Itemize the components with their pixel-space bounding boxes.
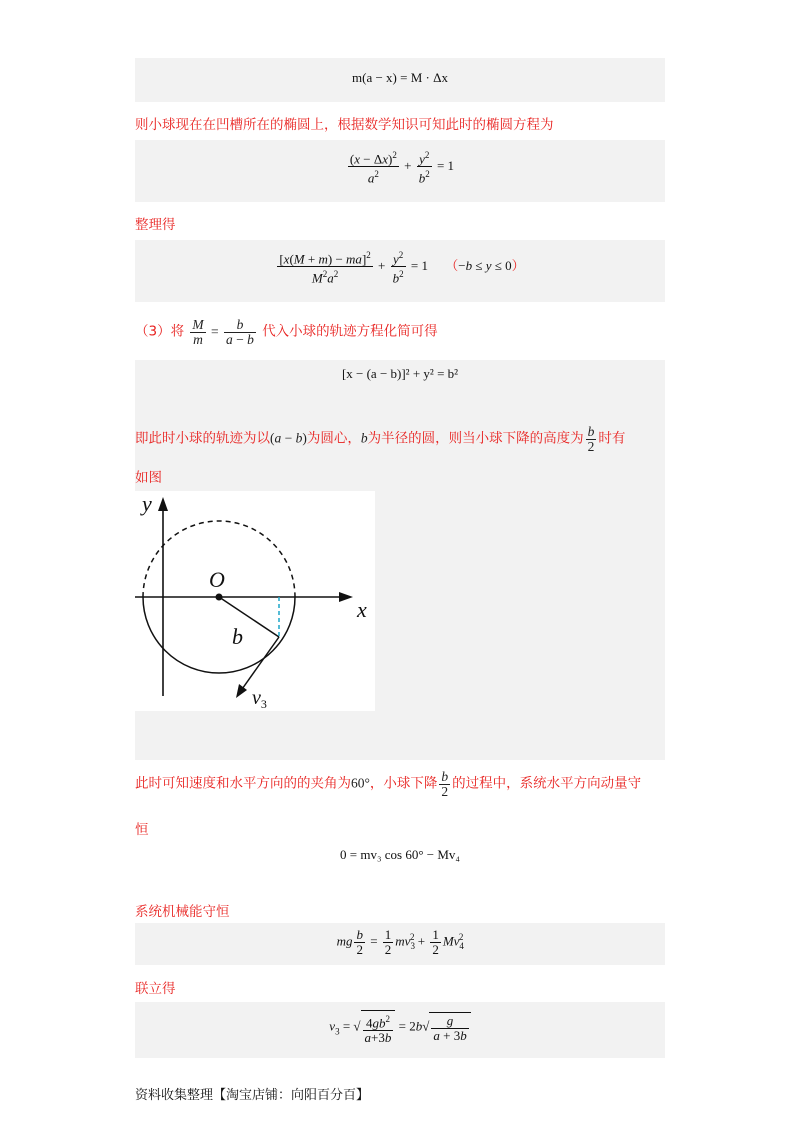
text-angle: 此时可知速度和水平方向的的夹角为60°，小球下降 $\frac{b}{2}$ 的过程中，系统水平方向动量守 — [135, 769, 642, 799]
text-simplify: 整理得 — [135, 217, 176, 233]
label-O: O — [209, 567, 225, 592]
label-y: y — [142, 491, 152, 516]
equation-horizontal-momentum: 0 = mv₃ cos 60° − Mv₄ — [340, 847, 460, 862]
equation-momentum: m(a − x) = M · Δx — [352, 70, 448, 85]
text-conserved: 恒 — [135, 822, 149, 838]
text-substitute: （3）将 $\frac{M}{m}$ = $\frac{b}{a - b}$ 代入小球的轨迹方程化简可得 — [135, 317, 438, 347]
label-x: x — [357, 597, 367, 622]
equation-energy: mg $\frac{b}{2}$ = $\frac{1}{2}$ $mv_3^2$ + $\frac{1}{2}$ $Mv_4^2$ — [336, 927, 464, 957]
text-trajectory: 即此时小球的轨迹为以(a − b)为圆心，b为半径的圆，则当小球下降的高度为 $\frac{b}{2}$ 时有 — [135, 424, 626, 454]
label-b: b — [232, 624, 243, 649]
velocity-vector — [240, 637, 279, 692]
equation-ellipse: $\frac{(x - \Delta x)^2}{a^2}$ + $\frac{y^2}{b^2}$ = 1 — [349, 150, 455, 186]
text-as-figure: 如图 — [135, 470, 162, 486]
angle-value: 60° — [351, 775, 370, 791]
circle-lower-solid — [143, 597, 295, 673]
text-substitute-prefix: （3）将 — [135, 323, 185, 340]
equation-simplified: $\frac{[x(M + m) - ma]^2}{M^2a^2}$ + $\frac{y^2}{b^2}$ = 1 （−b ≤ y ≤ 0） — [279, 250, 525, 286]
text-ellipse-intro: 则小球现在在凹槽所在的椭圆上，根据数学知识可知此时的椭圆方程为 — [135, 117, 554, 133]
text-combine: 联立得 — [135, 981, 176, 997]
radius-line — [219, 597, 279, 637]
circle-figure — [135, 491, 375, 711]
equation-box-result — [135, 1002, 665, 1058]
equation-box-ellipse — [135, 140, 665, 202]
label-v3: $v_3$ — [252, 687, 267, 711]
text-substitute-suffix: 代入小球的轨迹方程化简可得 — [262, 323, 438, 340]
velocity-arrowhead — [236, 684, 247, 698]
equation-circle: [x − (a − b)]² + y² = b² — [341, 366, 459, 381]
equation-box-simplified — [135, 240, 665, 302]
text-energy: 系统机械能守恒 — [135, 904, 230, 920]
equation-result: $v_3$ = √ $\frac{4gb^2}{a+3b}$ = 2b√ $\frac{g}{a + 3b}$ — [135, 1010, 665, 1045]
footer-source: 资料收集整理【淘宝店铺：向阳百分百】 — [135, 1088, 370, 1103]
x-axis-arrow — [339, 592, 353, 602]
equation-box-momentum — [135, 58, 665, 102]
equation-box-energy — [135, 923, 665, 965]
y-axis-arrow — [158, 497, 168, 511]
